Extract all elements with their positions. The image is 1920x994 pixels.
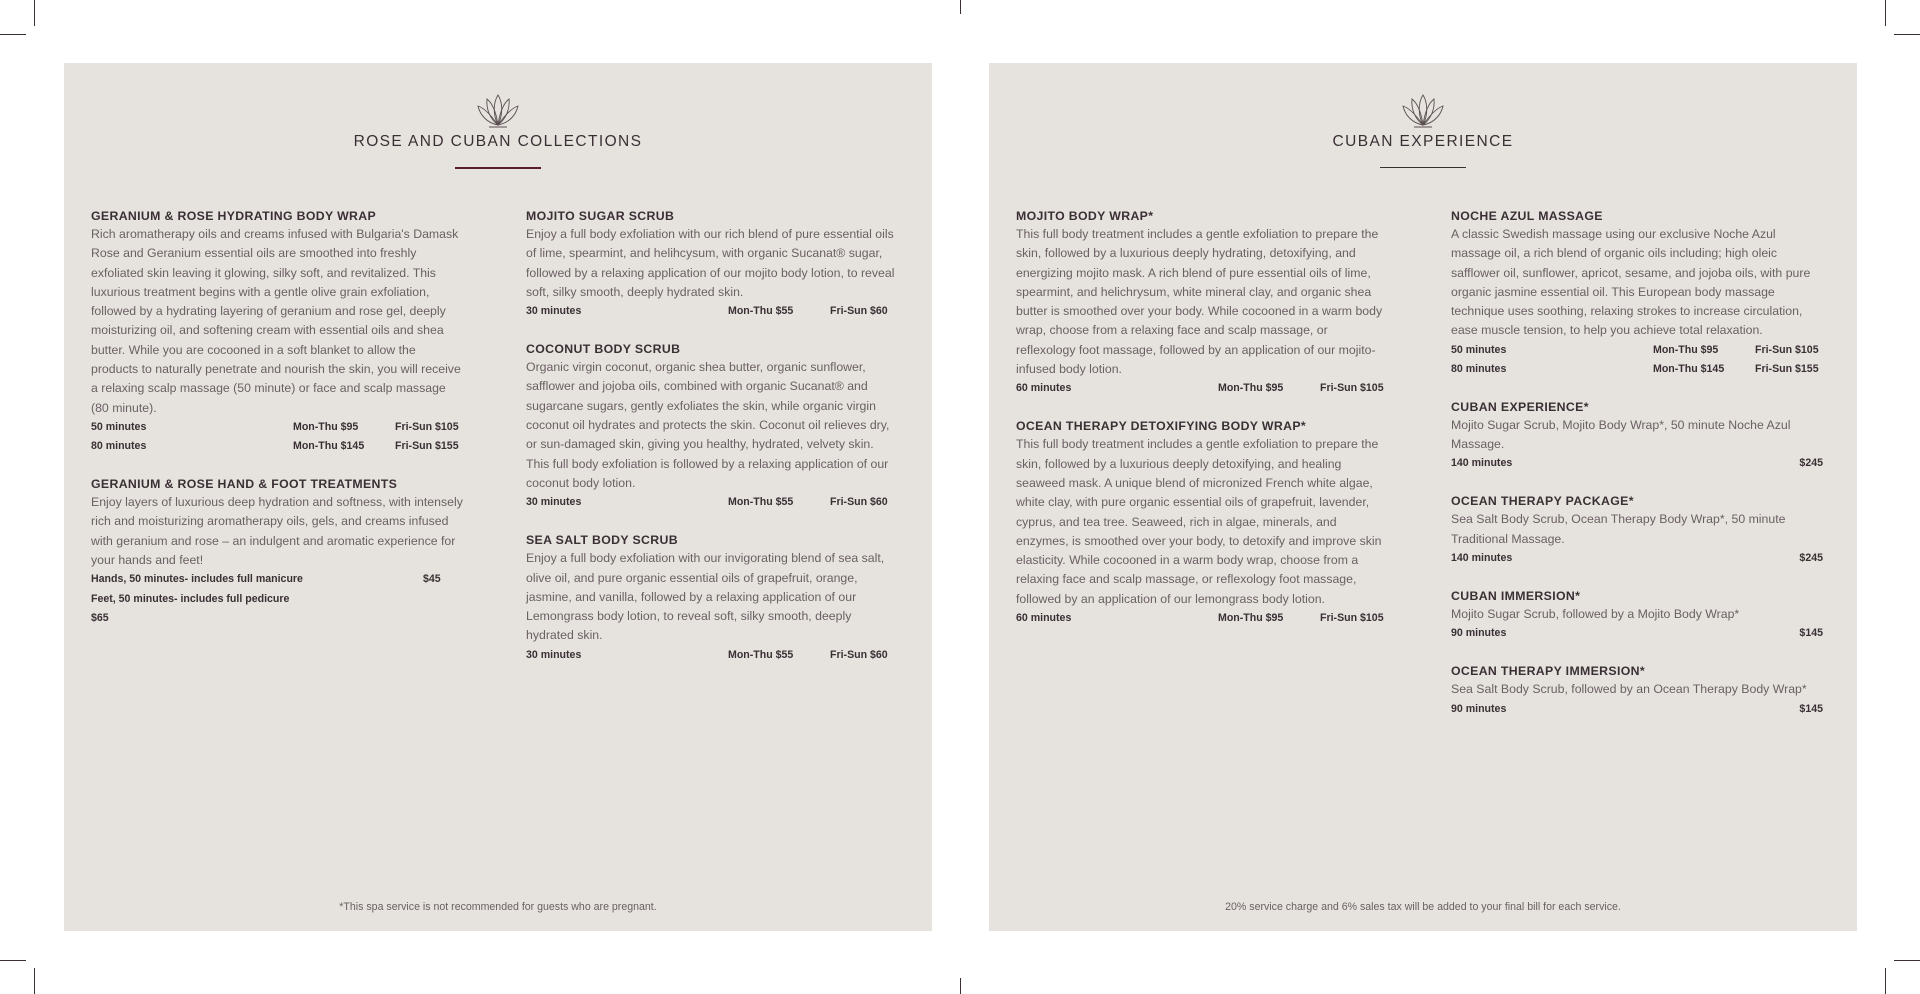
page-title: ROSE AND CUBAN COLLECTIONS	[353, 133, 643, 150]
price: $145	[1799, 627, 1823, 640]
price-row	[1451, 454, 1823, 473]
service-item	[526, 207, 898, 321]
menu-column	[91, 207, 463, 648]
weekend-price: Fri-Sun $105	[1320, 612, 1384, 625]
duration: 50 minutes	[91, 420, 147, 433]
service-item	[1451, 587, 1823, 643]
service-description: Enjoy a full body exfoliation with our invigorating blend of sea salt, olive oil, and pure organic essential oils of grapefruit, orange, jasmine, and vanilla, followed by a relaxing application of our Lemongrass body lotion, to reveal soft, silky smooth, deeply hydrated skin.	[526, 551, 885, 643]
menu-column	[1451, 207, 1823, 738]
duration: 90 minutes	[1451, 702, 1507, 715]
title-divider	[1380, 167, 1466, 168]
service-item	[91, 475, 463, 629]
price-row	[526, 493, 898, 512]
duration: 90 minutes	[1451, 627, 1507, 640]
weekend-price: Fri-Sun $60	[830, 648, 888, 661]
service-description: Sea Salt Body Scrub, followed by an Ocean Therapy Body Wrap*	[1451, 682, 1807, 697]
service-title: GERANIUM & ROSE HAND & FOOT TREATMENTS	[91, 476, 398, 491]
service-description: Organic virgin coconut, organic shea butter, organic sunflower, safflower and jojoba oils, combined with organic Sucanat® and sugarcane sugars, gently exfoliates the skin, while organic virgin coconut oil hydrates and protects the skin. Coconut oil relieves dry, or sun-damaged skin, giving you healthy, hydrated, velvety skin. This full body exfoliation is followed by a relaxing application of our coconut body lotion.	[526, 360, 890, 490]
price-row	[1451, 549, 1823, 568]
crop-mark	[1894, 34, 1920, 35]
menu-column	[526, 207, 898, 684]
crop-mark	[0, 34, 26, 35]
service-title: MOJITO BODY WRAP*	[1016, 209, 1154, 223]
price-row	[91, 418, 463, 437]
service-title: MOJITO SUGAR SCRUB	[526, 209, 675, 223]
crop-mark	[34, 968, 35, 994]
service-title: CUBAN IMMERSION*	[1451, 588, 1581, 603]
weekday-price: Mon-Thu $55	[728, 496, 794, 509]
service-item	[1451, 207, 1823, 379]
duration: 80 minutes	[91, 439, 147, 452]
service-item	[526, 531, 898, 664]
weekend-price: Fri-Sun $155	[1755, 362, 1819, 375]
service-description: Sea Salt Body Scrub, Ocean Therapy Body Wrap*, 50 minute Traditional Massage.	[1451, 512, 1786, 546]
service-title: NOCHE AZUL MASSAGE	[1451, 209, 1603, 223]
service-item	[1451, 662, 1823, 718]
weekday-price: Mon-Thu $95	[1653, 343, 1719, 356]
duration: 30 minutes	[526, 305, 582, 318]
price-row	[526, 646, 898, 665]
service-description: This full body treatment includes a gentle exfoliation to prepare the skin, followed by a luxurious deeply detoxifying, and healing seaweed mask. A unique blend of micronized French white algae, white clay, with pure organic essential oils of grapefruit, lavender, cyprus, and tea tree. Seaweed, rich in algae, minerals, and enzymes, is smoothed over your body, to detoxify and improve skin elasticity. While cocooned in a warm body wrap, choose from a relaxing face and scalp massage, or reflexology foot massage, followed by an application of our lemongrass body lotion.	[1016, 437, 1382, 606]
price-row	[1016, 609, 1388, 628]
weekend-price: Fri-Sun $155	[395, 439, 459, 452]
service-description: Mojito Sugar Scrub, Mojito Body Wrap*, 50 minute Noche Azul Massage.	[1451, 417, 1791, 452]
weekend-price: Fri-Sun $105	[1320, 382, 1384, 395]
service-description: Enjoy a full body exfoliation with our rich blend of pure essential oils of lime, spearmint, and helihcysum, with organic Sucanat® sugar, followed by a relaxing application of our mojito body lotion, to reveal soft, silky smooth, deeply hydrated skin.	[526, 227, 895, 299]
duration: 30 minutes	[526, 648, 582, 661]
price-row	[1451, 624, 1823, 643]
price-row	[91, 570, 463, 590]
weekend-price: Fri-Sun $60	[830, 305, 888, 318]
service-title: SEA SALT BODY SCRUB	[526, 533, 678, 548]
crop-mark	[960, 0, 961, 14]
service-title: CUBAN EXPERIENCE*	[1451, 399, 1589, 414]
menu-column	[1016, 207, 1388, 647]
duration: 80 minutes	[1451, 362, 1507, 375]
weekday-price: Mon-Thu $145	[1653, 362, 1725, 375]
price-row	[1451, 700, 1823, 719]
crop-mark	[1885, 968, 1886, 994]
price-row	[1451, 341, 1823, 360]
weekday-price: Mon-Thu $55	[728, 648, 794, 661]
price-row	[1016, 379, 1388, 398]
duration: 60 minutes	[1016, 382, 1072, 395]
hands-price: $45	[423, 573, 441, 586]
price-row	[526, 302, 898, 321]
weekday-price: Mon-Thu $95	[1218, 382, 1284, 395]
footnote: 20% service charge and 6% sales tax will be added to your final bill for each service.	[1225, 901, 1621, 913]
right-menu-panel	[989, 63, 1857, 931]
lotus-icon	[1398, 89, 1448, 129]
service-title: OCEAN THERAPY DETOXIFYING BODY WRAP*	[1016, 419, 1306, 434]
weekend-price: Fri-Sun $105	[395, 420, 459, 433]
crop-mark	[960, 978, 961, 994]
service-item	[1451, 398, 1823, 474]
duration: 140 minutes	[1451, 551, 1513, 564]
feet-label: Feet, 50 minutes- includes full pedicure	[91, 592, 290, 605]
duration: 50 minutes	[1451, 343, 1507, 356]
service-description: Rich aromatherapy oils and creams infused with Bulgaria's Damask Rose and Geranium essential oils are smoothed into freshly exfoliated skin leaving it glowing, silky soft, and revitalized. This luxurious treatment begins with a gentle olive grain exfoliation, followed by a hydrating layering of geranium and rose gel, deeply moisturizing oil, and softening cream with essential oils and shea butter. While you are cocooned in a soft blanket to allow the products to naturally penetrate and nourish the skin, you will receive a relaxing scalp massage (50 minute) or face and scalp massage (80 minute).	[91, 227, 461, 415]
crop-mark	[34, 0, 35, 26]
service-title: OCEAN THERAPY PACKAGE*	[1451, 494, 1634, 509]
service-description: Mojito Sugar Scrub, followed by a Mojito Body Wrap*	[1451, 606, 1740, 621]
service-title: COCONUT BODY SCRUB	[526, 342, 681, 357]
weekday-price: Mon-Thu $95	[1218, 612, 1284, 625]
hands-label: Hands, 50 minutes- includes full manicure	[91, 573, 303, 586]
weekend-price: Fri-Sun $60	[830, 496, 888, 509]
weekend-price: Fri-Sun $105	[1755, 343, 1819, 356]
price: $145	[1799, 702, 1823, 715]
duration: 140 minutes	[1451, 457, 1513, 470]
price-row	[91, 437, 463, 456]
weekday-price: Mon-Thu $55	[728, 305, 794, 318]
service-title: GERANIUM & ROSE HYDRATING BODY WRAP	[91, 209, 377, 223]
page-title: CUBAN EXPERIENCE	[1332, 133, 1514, 150]
service-item	[526, 340, 898, 512]
service-item	[1016, 207, 1388, 398]
crop-mark	[1885, 0, 1886, 26]
price: $245	[1799, 457, 1823, 470]
crop-mark	[1894, 960, 1920, 961]
service-description: Enjoy layers of luxurious deep hydration and softness, with intensely rich and moisturizing aromatherapy oils, gels, and creams infused with geranium and rose – an indulgent and aromatic experience for your hands and feet!	[91, 494, 463, 567]
feet-price: $65	[91, 612, 109, 625]
service-item	[91, 207, 463, 456]
weekday-price: Mon-Thu $95	[293, 420, 359, 433]
title-divider	[455, 167, 541, 169]
left-menu-panel	[64, 63, 932, 931]
weekday-price: Mon-Thu $145	[293, 439, 365, 452]
footnote: *This spa service is not recommended for guests who are pregnant.	[339, 901, 657, 913]
price-row	[1451, 360, 1823, 379]
crop-mark	[0, 960, 26, 961]
service-item	[1016, 417, 1388, 628]
service-description: This full body treatment includes a gentle exfoliation to prepare the skin, followed by a luxurious deeply hydrating, detoxifying, and energizing mojito mask. A rich blend of pure essential oils of lime, spearmint, and helichrysum, white mineral clay, and organic shea butter is smoothed over your body. While cocooned in a warm body wrap, choose from a relaxing face and scalp massage, or reflexology foot massage, followed by an application of our mojito-infused body lotion.	[1016, 227, 1383, 377]
service-title: OCEAN THERAPY IMMERSION*	[1451, 664, 1646, 679]
service-item	[1451, 492, 1823, 568]
price: $245	[1799, 551, 1823, 564]
duration: 60 minutes	[1016, 612, 1072, 625]
service-description: A classic Swedish massage using our exclusive Noche Azul massage oil, a rich blend of organic oils including; high oleic safflower oil, sunflower, apricot, sesame, and jojoba oils, with pure organic jasmine essential oil. This European body massage technique uses soothing, relaxing strokes to increase circulation, ease muscle tension, to help you achieve total relaxation.	[1451, 227, 1811, 338]
lotus-icon	[473, 89, 523, 129]
duration: 30 minutes	[526, 496, 582, 509]
